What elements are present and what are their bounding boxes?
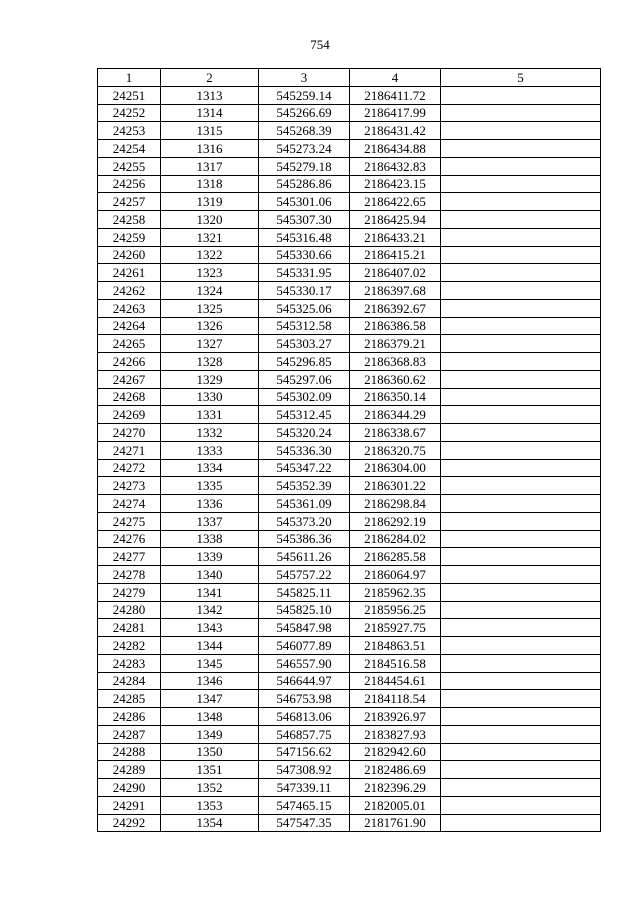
table-row [98, 104, 601, 122]
table-row [98, 406, 601, 424]
table-cell-col-5 [441, 246, 601, 264]
table-cell-col-3: 546753.98 [259, 690, 350, 708]
table-cell-col-4: 2186425.94 [350, 211, 441, 229]
table-cell-col-5 [441, 530, 601, 548]
table-cell-col-3: 545312.45 [259, 406, 350, 424]
table-cell-col-5 [441, 193, 601, 211]
table-row [98, 140, 601, 158]
table-cell-col-2: 1331 [161, 406, 259, 424]
table-cell-col-3: 545847.98 [259, 619, 350, 637]
table-cell-col-1: 24251 [98, 86, 161, 104]
table-cell-col-3: 545825.10 [259, 601, 350, 619]
table-cell-col-5 [441, 459, 601, 477]
table-cell-col-5 [441, 495, 601, 513]
table-cell-col-2: 1339 [161, 548, 259, 566]
table-cell-col-4: 2186415.21 [350, 246, 441, 264]
table-cell-col-2: 1318 [161, 175, 259, 193]
table-row [98, 335, 601, 353]
table-cell-col-3: 545757.22 [259, 566, 350, 584]
table-cell-col-3: 547465.15 [259, 796, 350, 814]
table-cell-col-4: 2186407.02 [350, 264, 441, 282]
table-cell-col-1: 24277 [98, 548, 161, 566]
table-cell-col-4: 2184118.54 [350, 690, 441, 708]
table-cell-col-2: 1341 [161, 583, 259, 601]
table-cell-col-2: 1317 [161, 157, 259, 175]
table-cell-col-1: 24263 [98, 299, 161, 317]
table-cell-col-5 [441, 157, 601, 175]
table-cell-col-2: 1323 [161, 264, 259, 282]
table-cell-col-2: 1320 [161, 211, 259, 229]
table-row [98, 814, 601, 832]
table-cell-col-4: 2186360.62 [350, 370, 441, 388]
table-cell-col-5 [441, 424, 601, 442]
table-cell-col-3: 545279.18 [259, 157, 350, 175]
table-cell-col-5 [441, 122, 601, 140]
table-cell-col-2: 1316 [161, 140, 259, 158]
table-cell-col-3: 547308.92 [259, 761, 350, 779]
table-cell-col-3: 545297.06 [259, 370, 350, 388]
table-cell-col-3: 545611.26 [259, 548, 350, 566]
table-cell-col-5 [441, 708, 601, 726]
table-cell-col-2: 1328 [161, 353, 259, 371]
table-cell-col-5 [441, 406, 601, 424]
table-cell-col-2: 1350 [161, 743, 259, 761]
table-cell-col-5 [441, 619, 601, 637]
table-cell-col-5 [441, 175, 601, 193]
table-cell-col-4: 2183926.97 [350, 708, 441, 726]
table-cell-col-3: 546813.06 [259, 708, 350, 726]
table-row [98, 459, 601, 477]
table-cell-col-5 [441, 512, 601, 530]
table-cell-col-5 [441, 370, 601, 388]
table-cell-col-1: 24265 [98, 335, 161, 353]
table-cell-col-2: 1321 [161, 228, 259, 246]
table-cell-col-3: 545361.09 [259, 495, 350, 513]
table-cell-col-2: 1354 [161, 814, 259, 832]
table-cell-col-2: 1344 [161, 637, 259, 655]
table-header [98, 69, 601, 87]
table-cell-col-1: 24269 [98, 406, 161, 424]
table-cell-col-4: 2186417.99 [350, 104, 441, 122]
table-row [98, 708, 601, 726]
header-row [98, 69, 601, 87]
page-number: 754 [310, 37, 330, 52]
table-cell-col-4: 2186344.29 [350, 406, 441, 424]
table-cell-col-4: 2181761.90 [350, 814, 441, 832]
table-cell-col-5 [441, 335, 601, 353]
table-row [98, 477, 601, 495]
table-row [98, 796, 601, 814]
table-cell-col-5 [441, 353, 601, 371]
table-cell-col-1: 24281 [98, 619, 161, 637]
table-cell-col-2: 1322 [161, 246, 259, 264]
table-row [98, 211, 601, 229]
table-cell-col-5 [441, 654, 601, 672]
table-cell-col-5 [441, 690, 601, 708]
table-row [98, 512, 601, 530]
column-header-2: 2 [161, 69, 259, 87]
table-cell-col-4: 2182942.60 [350, 743, 441, 761]
table-cell-col-2: 1325 [161, 299, 259, 317]
table-cell-col-2: 1340 [161, 566, 259, 584]
table-cell-col-2: 1330 [161, 388, 259, 406]
table-cell-col-4: 2186422.65 [350, 193, 441, 211]
table-cell-col-4: 2186368.83 [350, 353, 441, 371]
table-cell-col-1: 24291 [98, 796, 161, 814]
table-cell-col-4: 2186338.67 [350, 424, 441, 442]
table-cell-col-3: 545286.86 [259, 175, 350, 193]
table-cell-col-4: 2186433.21 [350, 228, 441, 246]
column-header-4: 4 [350, 69, 441, 87]
table-cell-col-4: 2184863.51 [350, 637, 441, 655]
table-cell-col-4: 2185927.75 [350, 619, 441, 637]
table-cell-col-1: 24260 [98, 246, 161, 264]
table-cell-col-5 [441, 601, 601, 619]
table-row [98, 175, 601, 193]
table-cell-col-3: 545266.69 [259, 104, 350, 122]
column-header-1: 1 [98, 69, 161, 87]
table-cell-col-3: 545259.14 [259, 86, 350, 104]
table-cell-col-5 [441, 388, 601, 406]
table-cell-col-5 [441, 583, 601, 601]
table-cell-col-5 [441, 566, 601, 584]
table-cell-col-5 [441, 299, 601, 317]
table-cell-col-5 [441, 814, 601, 832]
table-cell-col-1: 24256 [98, 175, 161, 193]
table-row [98, 282, 601, 300]
table-cell-col-2: 1346 [161, 672, 259, 690]
table-row [98, 761, 601, 779]
table-cell-col-2: 1329 [161, 370, 259, 388]
table-cell-col-1: 24272 [98, 459, 161, 477]
table-cell-col-3: 545336.30 [259, 441, 350, 459]
table-row [98, 690, 601, 708]
table-cell-col-5 [441, 743, 601, 761]
table-row [98, 530, 601, 548]
table-cell-col-5 [441, 725, 601, 743]
table-body [98, 86, 601, 832]
table-cell-col-2: 1326 [161, 317, 259, 335]
table-cell-col-4: 2186392.67 [350, 299, 441, 317]
table-cell-col-1: 24273 [98, 477, 161, 495]
column-header-5: 5 [441, 69, 601, 87]
table-cell-col-1: 24276 [98, 530, 161, 548]
table-cell-col-3: 545273.24 [259, 140, 350, 158]
table-cell-col-1: 24278 [98, 566, 161, 584]
table-cell-col-4: 2186431.42 [350, 122, 441, 140]
table-row [98, 264, 601, 282]
table-cell-col-3: 545268.39 [259, 122, 350, 140]
table-cell-col-5 [441, 548, 601, 566]
table-cell-col-1: 24271 [98, 441, 161, 459]
table-cell-col-3: 545386.36 [259, 530, 350, 548]
table-row [98, 317, 601, 335]
table-cell-col-2: 1342 [161, 601, 259, 619]
table-cell-col-2: 1337 [161, 512, 259, 530]
table-cell-col-1: 24255 [98, 157, 161, 175]
table-cell-col-3: 545330.66 [259, 246, 350, 264]
table-cell-col-5 [441, 796, 601, 814]
table-cell-col-3: 547547.35 [259, 814, 350, 832]
table-cell-col-2: 1313 [161, 86, 259, 104]
table-cell-col-1: 24289 [98, 761, 161, 779]
table-cell-col-5 [441, 779, 601, 797]
table-cell-col-5 [441, 282, 601, 300]
table-cell-col-5 [441, 228, 601, 246]
table-cell-col-1: 24261 [98, 264, 161, 282]
table-cell-col-2: 1345 [161, 654, 259, 672]
table-cell-col-2: 1338 [161, 530, 259, 548]
table-cell-col-3: 545307.30 [259, 211, 350, 229]
table-cell-col-5 [441, 672, 601, 690]
table-row [98, 654, 601, 672]
table-cell-col-2: 1352 [161, 779, 259, 797]
table-cell-col-4: 2186304.00 [350, 459, 441, 477]
table-cell-col-4: 2186320.75 [350, 441, 441, 459]
table-cell-col-3: 545320.24 [259, 424, 350, 442]
table-cell-col-4: 2186064.97 [350, 566, 441, 584]
table-cell-col-5 [441, 317, 601, 335]
table-cell-col-3: 545302.09 [259, 388, 350, 406]
table-cell-col-2: 1347 [161, 690, 259, 708]
table-cell-col-2: 1335 [161, 477, 259, 495]
table-cell-col-3: 545347.22 [259, 459, 350, 477]
table-cell-col-4: 2186423.15 [350, 175, 441, 193]
table-row [98, 779, 601, 797]
table-cell-col-4: 2186432.83 [350, 157, 441, 175]
table-row [98, 424, 601, 442]
table-row [98, 495, 601, 513]
table-row [98, 601, 601, 619]
table-cell-col-2: 1324 [161, 282, 259, 300]
table-cell-col-4: 2184516.58 [350, 654, 441, 672]
table-cell-col-4: 2182486.69 [350, 761, 441, 779]
table-cell-col-4: 2186292.19 [350, 512, 441, 530]
table-cell-col-2: 1349 [161, 725, 259, 743]
table-row [98, 353, 601, 371]
table-cell-col-4: 2182005.01 [350, 796, 441, 814]
table-cell-col-3: 547156.62 [259, 743, 350, 761]
table-cell-col-3: 545303.27 [259, 335, 350, 353]
table-cell-col-4: 2186350.14 [350, 388, 441, 406]
table-cell-col-1: 24266 [98, 353, 161, 371]
table-cell-col-3: 546077.89 [259, 637, 350, 655]
table-cell-col-4: 2184454.61 [350, 672, 441, 690]
table-row [98, 157, 601, 175]
table-cell-col-5 [441, 477, 601, 495]
table-cell-col-3: 545325.06 [259, 299, 350, 317]
table-cell-col-1: 24279 [98, 583, 161, 601]
table-cell-col-2: 1353 [161, 796, 259, 814]
table-cell-col-1: 24283 [98, 654, 161, 672]
table-cell-col-2: 1314 [161, 104, 259, 122]
table-cell-col-1: 24262 [98, 282, 161, 300]
table-row [98, 566, 601, 584]
table-cell-col-3: 545373.20 [259, 512, 350, 530]
table-cell-col-3: 545301.06 [259, 193, 350, 211]
table-cell-col-1: 24254 [98, 140, 161, 158]
table-cell-col-2: 1327 [161, 335, 259, 353]
table-cell-col-1: 24252 [98, 104, 161, 122]
table-cell-col-5 [441, 86, 601, 104]
table-cell-col-1: 24258 [98, 211, 161, 229]
table-cell-col-3: 545296.85 [259, 353, 350, 371]
table-cell-col-1: 24274 [98, 495, 161, 513]
table-cell-col-1: 24253 [98, 122, 161, 140]
table-row [98, 637, 601, 655]
table-cell-col-4: 2186397.68 [350, 282, 441, 300]
table-cell-col-5 [441, 211, 601, 229]
table-cell-col-4: 2186298.84 [350, 495, 441, 513]
table-row [98, 619, 601, 637]
table-cell-col-4: 2182396.29 [350, 779, 441, 797]
table-cell-col-1: 24287 [98, 725, 161, 743]
table-cell-col-5 [441, 637, 601, 655]
table-row [98, 743, 601, 761]
table-cell-col-1: 24280 [98, 601, 161, 619]
table-cell-col-3: 546557.90 [259, 654, 350, 672]
table-cell-col-2: 1343 [161, 619, 259, 637]
table-cell-col-4: 2186434.88 [350, 140, 441, 158]
table-cell-col-1: 24264 [98, 317, 161, 335]
table-cell-col-2: 1333 [161, 441, 259, 459]
table-cell-col-4: 2183827.93 [350, 725, 441, 743]
table-row [98, 193, 601, 211]
table-cell-col-4: 2186386.58 [350, 317, 441, 335]
table-cell-col-3: 545825.11 [259, 583, 350, 601]
table-cell-col-1: 24286 [98, 708, 161, 726]
table-row [98, 583, 601, 601]
table-cell-col-5 [441, 104, 601, 122]
table-row [98, 122, 601, 140]
table-cell-col-2: 1319 [161, 193, 259, 211]
table-cell-col-3: 545312.58 [259, 317, 350, 335]
table-row [98, 388, 601, 406]
table-cell-col-3: 546644.97 [259, 672, 350, 690]
table-cell-col-4: 2186301.22 [350, 477, 441, 495]
table-cell-col-1: 24285 [98, 690, 161, 708]
table-cell-col-1: 24292 [98, 814, 161, 832]
table-row [98, 725, 601, 743]
table-cell-col-3: 545352.39 [259, 477, 350, 495]
table-cell-col-1: 24290 [98, 779, 161, 797]
table-row [98, 86, 601, 104]
table-cell-col-2: 1315 [161, 122, 259, 140]
table-cell-col-4: 2185962.35 [350, 583, 441, 601]
table-cell-col-4: 2186284.02 [350, 530, 441, 548]
table-cell-col-1: 24284 [98, 672, 161, 690]
table-cell-col-1: 24257 [98, 193, 161, 211]
table-row [98, 246, 601, 264]
table-cell-col-1: 24268 [98, 388, 161, 406]
table-row [98, 548, 601, 566]
table-cell-col-2: 1332 [161, 424, 259, 442]
table-row [98, 672, 601, 690]
table-cell-col-3: 545330.17 [259, 282, 350, 300]
table-row [98, 370, 601, 388]
table-cell-col-5 [441, 441, 601, 459]
table-cell-col-1: 24282 [98, 637, 161, 655]
table-cell-col-4: 2186379.21 [350, 335, 441, 353]
table-cell-col-4: 2185956.25 [350, 601, 441, 619]
table-cell-col-2: 1334 [161, 459, 259, 477]
coordinates-table [97, 68, 601, 832]
table-cell-col-1: 24267 [98, 370, 161, 388]
table-cell-col-1: 24288 [98, 743, 161, 761]
table-cell-col-5 [441, 140, 601, 158]
table-cell-col-2: 1348 [161, 708, 259, 726]
table-cell-col-1: 24270 [98, 424, 161, 442]
table-cell-col-4: 2186285.58 [350, 548, 441, 566]
table-cell-col-3: 545316.48 [259, 228, 350, 246]
table-cell-col-1: 24275 [98, 512, 161, 530]
table-cell-col-3: 547339.11 [259, 779, 350, 797]
table-row [98, 441, 601, 459]
table-cell-col-2: 1351 [161, 761, 259, 779]
column-header-3: 3 [259, 69, 350, 87]
table-cell-col-4: 2186411.72 [350, 86, 441, 104]
table-cell-col-2: 1336 [161, 495, 259, 513]
table-cell-col-3: 546857.75 [259, 725, 350, 743]
table-row [98, 299, 601, 317]
table-cell-col-3: 545331.95 [259, 264, 350, 282]
table-cell-col-5 [441, 761, 601, 779]
table-cell-col-1: 24259 [98, 228, 161, 246]
table-cell-col-5 [441, 264, 601, 282]
table-row [98, 228, 601, 246]
